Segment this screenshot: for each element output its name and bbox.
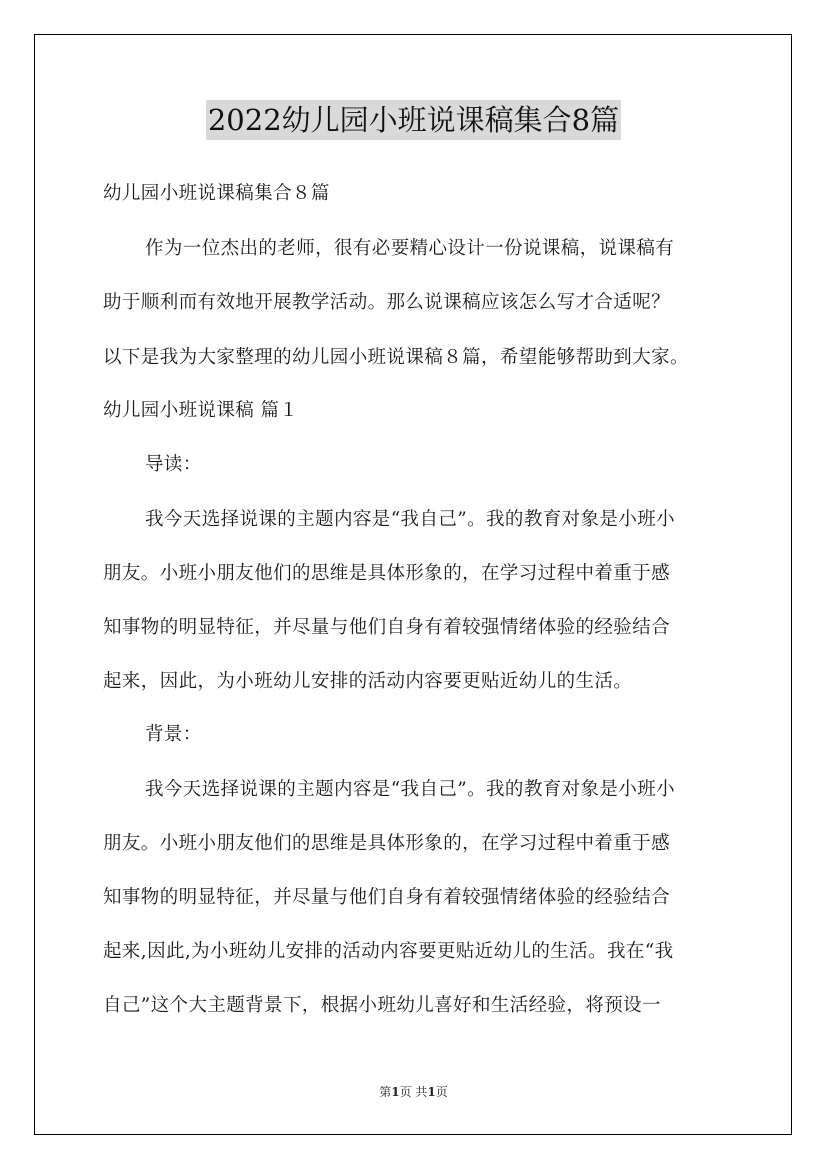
paragraph-line: 朋友。小班小朋友他们的思维是具体形象的，在学习过程中着重于感: [103, 833, 671, 854]
subheading-line: 背景：: [145, 724, 202, 745]
paragraph-line: 起来，因此，为小班幼儿安排的活动内容要更贴近幼儿的生活。: [103, 671, 633, 692]
footer-mid: 页 共: [399, 1085, 428, 1099]
paragraph-line: 朋友。小班小朋友他们的思维是具体形象的，在学习过程中着重于感: [103, 563, 671, 584]
paragraph-line: 以下是我为大家整理的幼儿园小班说课稿８篇，希望能够帮助到大家。: [103, 347, 689, 368]
paragraph-line: 作为一位杰出的老师，很有必要精心设计一份说课稿，说课稿有: [145, 238, 675, 259]
paragraph-line: 知事物的明显特征，并尽量与他们自身有着较强情绪体验的经验结合: [103, 887, 671, 908]
paragraph-line: 助于顺利而有效地开展教学活动。那么说课稿应该怎么写才合适呢？: [103, 292, 671, 313]
paragraph-line: 自己”这个大主题背景下，根据小班幼儿喜好和生活经验，将预设一: [103, 995, 661, 1016]
document-title: 2022幼儿园小班说课稿集合8篇: [206, 100, 621, 140]
page-footer: [0, 1083, 827, 1101]
title-container: [0, 100, 827, 140]
footer-prefix: 第: [379, 1085, 392, 1099]
subtitle-line: 幼儿园小班说课稿集合８篇: [103, 183, 330, 204]
paragraph-line: 起来,因此,为小班幼儿安排的活动内容要更贴近幼儿的生活。我在“我: [103, 941, 674, 962]
section-heading: 幼儿园小班说课稿 篇１: [103, 400, 299, 421]
paragraph-line: 我今天选择说课的主题内容是“我自己”。我的教育对象是小班小: [145, 779, 676, 800]
footer-page-number: 1: [391, 1085, 400, 1099]
paragraph-line: 知事物的明显特征，并尽量与他们自身有着较强情绪体验的经验结合: [103, 617, 671, 638]
footer-suffix: 页: [435, 1085, 448, 1099]
paragraph-line: 我今天选择说课的主题内容是“我自己”。我的教育对象是小班小: [145, 509, 676, 530]
footer-total-pages: 1: [427, 1085, 436, 1099]
subheading-line: 导读：: [145, 454, 202, 475]
